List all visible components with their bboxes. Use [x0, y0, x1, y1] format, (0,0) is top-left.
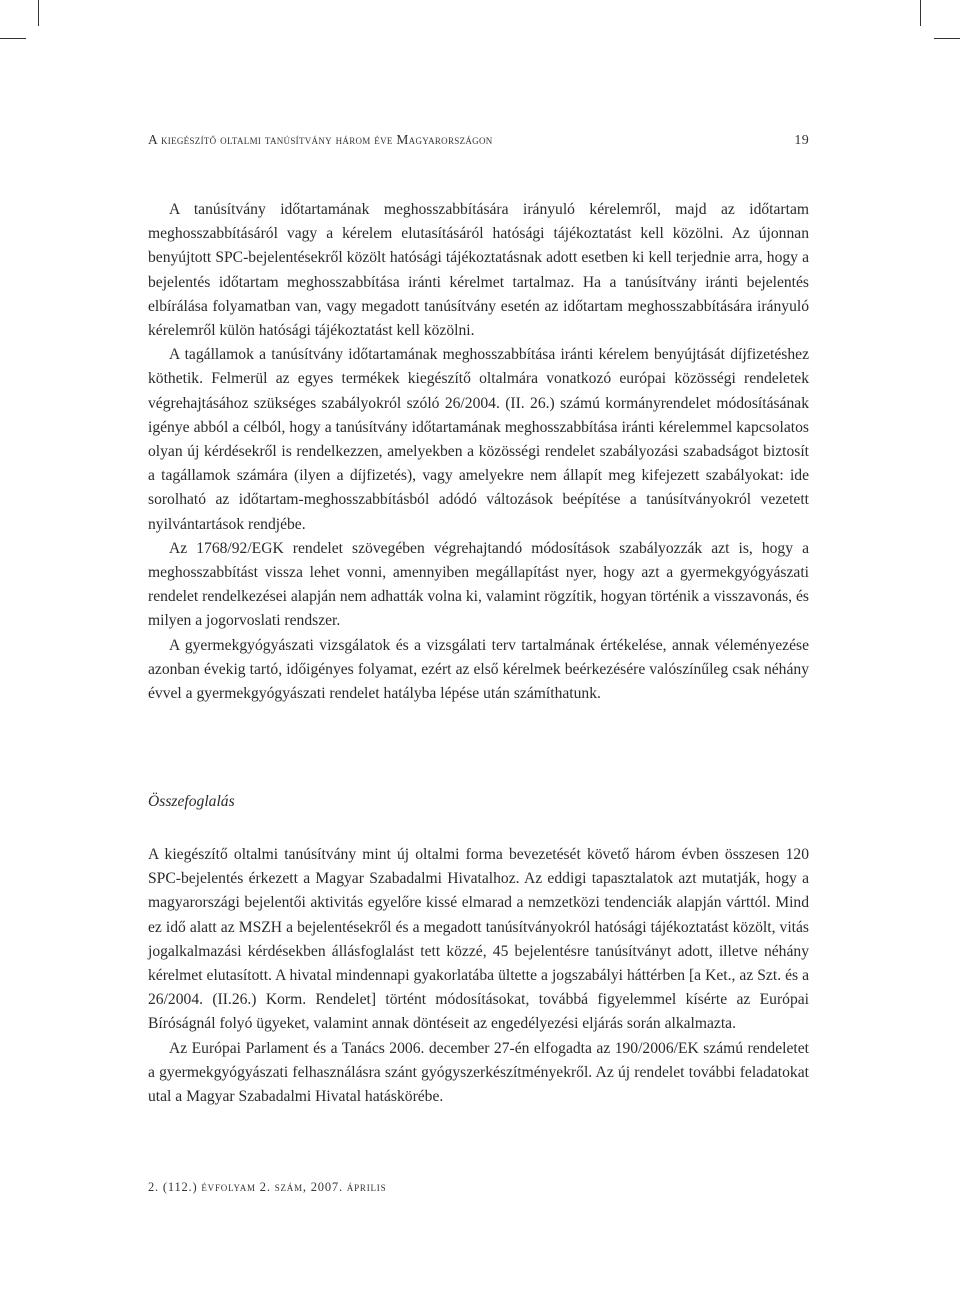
section-heading: Összefoglalás — [148, 793, 235, 810]
crop-mark-right-top — [934, 38, 960, 39]
paragraph: Az 1768/92/EGK rendelet szövegében végrehajtandó módosítások szabályozzák azt is, hogy a meghosszabbítást vissza lehet vonni, amennyiben megállapítást nyer, hogy azt a gyermekgyógyászati rendelet rendelkezései alapján nem adhatták volna ki, valamint rögzítik, hogyan történik a visszavonás, és milyen a jogorvoslati rendszer. — [148, 539, 809, 630]
running-title: A kiegészítő oltalmi tanúsítvány három éve Magyarországon — [148, 132, 493, 147]
crop-mark-top-left — [38, 0, 39, 26]
running-header — [148, 132, 809, 149]
body-section-one — [148, 198, 809, 706]
paragraph: A gyermekgyógyászati vizsgálatok és a vizsgálati terv tartalmának értékelése, annak véleményezése azonban évekig tartó, időigényes folyamat, ezért az első kérelmek beérkezésére valószínűleg csak néhány évvel a gyermekgyógyászati rendelet hatályba lépése után számíthatunk. — [148, 636, 809, 703]
crop-mark-top-right — [920, 0, 921, 26]
body-summary — [148, 843, 809, 1109]
paragraph: A kiegészítő oltalmi tanúsítvány mint új oltalmi forma bevezetését követő három évben összesen 120 SPC-bejelentés érkezett a Magyar Szabadalmi Hivatalhoz. Az eddigi tapasztalatok azt mutatják, hogy a magyarországi bejelentői aktivitás egyelőre kissé elmarad a nemzetközi tendenciák alapján várttól. Mind ez idő alatt az MSZH a bejelentésekről és a megadott tanúsítványokról hatósági tájékoztatást közölt, vitás jogalkalmazási kérdésekben állásfoglalást tett közzé, 45 bejelentésre tanúsítványt adott, illetve néhány kérelmet elutasított. A hivatal mindennapi gyakorlatába ültette a jogszabályi háttérben [a Ket., az Szt. és a 26/2004. (II.26.) Korm. Rendelet] történt módosításokat, továbbá figyelemmel kísérte az Európai Bíróságnál folyó ügyeket, valamint annak döntéseit az engedélyezési eljárás során alkalmazta. — [148, 846, 809, 1033]
paragraph: A tagállamok a tanúsítvány időtartamának meghosszabbítása iránti kérelem benyújtását díjfizetéshez köthetik. Felmerül az egyes termékek kiegészítő oltalmára vonatkozó európai közösségi rendeletek végrehajtásához szükséges szabályokról szóló 26/2004. (II. 26.) számú kormányrendelet módosításának igénye abból a célból, hogy a tanúsítvány időtartamának meghosszabbítása iránti kérelemmel kapcsolatos olyan új kérdésekről is rendelkezzen, amelyekben a közösségi rendelet szabályozási szabadságot biztosít a tagállamok számára (ilyen a díjfizetés), vagy amelyekre nem állapít meg kifejezett szabályokat: ide sorolható az időtartam-meghosszabbításból adódó változások beépítése a tanúsítványokról vezetett nyilvántartások rendjébe. — [148, 346, 809, 533]
issue-footer: 2. (112.) évfolyam 2. szám, 2007. április — [148, 1180, 387, 1194]
crop-mark-left-top — [0, 38, 26, 39]
paragraph: Az Európai Parlament és a Tanács 2006. december 27-én elfogadta az 190/2006/EK számú rendeletet a gyermekgyógyászati felhasználásra szánt gyógyszerkészítményekről. Az új rendelet további feladatokat utal a Magyar Szabadalmi Hivatal hatáskörébe. — [148, 1039, 809, 1106]
page-number: 19 — [794, 133, 809, 148]
paragraph: A tanúsítvány időtartamának meghosszabbítására irányuló kérelemről, majd az időtartam meghosszabbításáról vagy a kérelem elutasításáról hatósági tájékoztatást kell közölni. Az újonnan benyújtott SPC-bejelentésekről közölt hatósági tájékoztatásnak adott esetben ki kell terjednie arra, hogy a bejelentés időtartam meghosszabbítása iránti kérelmet tartalmaz. Ha a tanúsítvány iránti bejelentés elbírálása folyamatban van, vagy megadott tanúsítvány esetén az időtartam meghosszabbítására irányuló kérelemről külön hatósági tájékoztatást kell közölni. — [148, 201, 809, 340]
